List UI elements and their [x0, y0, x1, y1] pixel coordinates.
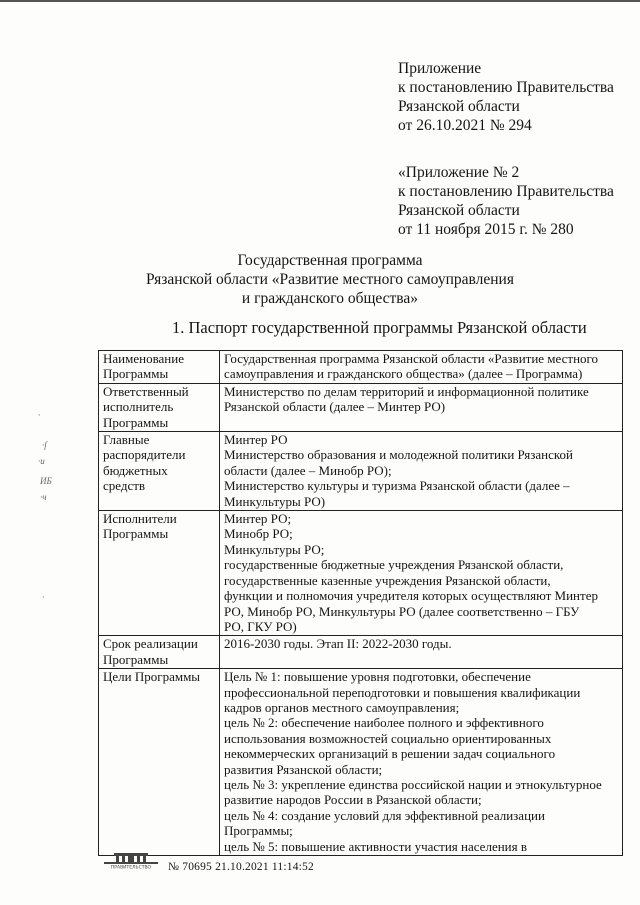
value-line: использования возможностей социально ориентированных — [224, 730, 552, 746]
passport-row-label — [99, 383, 220, 431]
value-line: цель № 5: повышение активности участия населения в — [224, 838, 527, 854]
label-line: бюджетных — [103, 462, 168, 478]
label-line: средств — [103, 478, 146, 494]
footer — [100, 843, 314, 873]
value-line: Цель № 1: повышение уровня подготовки, обеспечение — [224, 669, 531, 685]
value-line: самоуправления и гражданского общества» (далее – Программа) — [224, 366, 583, 382]
program-title-line: Рязанской области «Развитие местного самоуправления — [146, 271, 514, 288]
passport-row-value — [220, 383, 623, 431]
section-title: 1. Паспорт государственной программы Рязанской области — [172, 318, 587, 337]
passport-row-value — [220, 669, 623, 856]
value-line: РО, ГКУ РО) — [224, 618, 297, 634]
value-line: Министерство культуры и туризма Рязанской области (далее – — [224, 478, 570, 494]
value-line: Программы; — [224, 823, 293, 839]
appendix-header-1 — [398, 59, 614, 135]
value-line: РО, Минобр РО, Минкультуры РО (далее соответственно – ГБУ — [224, 603, 580, 619]
value-line: функции и полномочия учредителя которых осуществляют Минтер — [224, 588, 598, 604]
label-line: распорядители — [103, 447, 186, 463]
government-seal-icon — [100, 851, 162, 869]
appendix-line: к постановлению Правительства — [398, 79, 614, 96]
passport-row-value — [220, 636, 623, 669]
program-title-line: и гражданского общества» — [241, 290, 419, 307]
value-line: развития Рязанской области; — [224, 761, 383, 777]
document-registration-stamp: № 70695 21.10.2021 11:14:52 — [168, 861, 314, 873]
label-line: Программы — [103, 526, 169, 542]
passport-row-label — [99, 351, 220, 384]
value-line: Министерство образования и молодежной политики Рязанской — [224, 447, 573, 463]
value-line: цель № 2: обеспечение наиболее полного и эффективного — [224, 715, 544, 731]
passport-row — [99, 432, 623, 511]
value-line: области (далее – Минобр РО); — [224, 462, 392, 478]
value-line: Минкультуры РО) — [224, 493, 326, 509]
passport-row — [99, 351, 623, 384]
value-line: государственные казенные учреждения Рязанской области, — [224, 572, 551, 588]
passport-row-label — [99, 432, 220, 511]
appendix-line: Рязанской области — [398, 202, 520, 219]
value-line: профессиональной переподготовки и повышения квалификации — [224, 684, 581, 700]
margin-mark: ·ч — [40, 492, 47, 502]
appendix-header-2 — [398, 163, 614, 239]
appendix-line: Рязанской области — [398, 98, 520, 115]
margin-mark: ·ſ — [42, 440, 47, 450]
label-line: Наименование — [103, 351, 184, 366]
passport-row-value — [220, 511, 623, 636]
margin-mark: · — [38, 410, 41, 420]
scan-edge-line — [0, 0, 640, 2]
program-title-line: Государственная программа — [237, 252, 423, 269]
label-line: Цели Программы — [103, 669, 201, 685]
label-line: Программы — [103, 366, 169, 382]
value-line: развитие народов России в Рязанской области; — [224, 792, 482, 808]
value-line: цель № 3: укрепление единства российской нации и этнокультурное — [224, 776, 602, 792]
margin-mark: ·и — [38, 456, 45, 466]
value-line: Минтер РО — [224, 432, 288, 448]
appendix-line: от 11 ноября 2015 г. № 280 — [398, 221, 574, 238]
passport-row-label — [99, 669, 220, 856]
margin-mark: · — [42, 592, 45, 602]
label-line: Программы — [103, 414, 169, 430]
seal-caption: ПРАВИТЕЛЬСТВО — [110, 865, 152, 869]
appendix-line: Приложение — [398, 60, 482, 77]
value-line: Рязанской области (далее – Минтер РО) — [224, 399, 446, 415]
passport-row-value — [220, 351, 623, 384]
program-title — [60, 251, 600, 308]
passport-row — [99, 669, 623, 856]
value-line: 2016-2030 годы. Этап II: 2022-2030 годы. — [224, 636, 452, 652]
value-line: государственные бюджетные учреждения Рязанской области, — [224, 557, 564, 573]
passport-row-label — [99, 636, 220, 669]
passport-row-value — [220, 432, 623, 511]
value-line: Минкультуры РО; — [224, 541, 325, 557]
passport-row — [99, 383, 623, 431]
label-line: Исполнители — [103, 511, 177, 527]
value-line: Министерство по делам территорий и информационной политике — [224, 383, 589, 399]
value-line: Минобр РО; — [224, 526, 293, 542]
value-line: кадров органов местного самоуправления; — [224, 699, 460, 715]
appendix-line: от 26.10.2021 № 294 — [398, 117, 532, 134]
value-line: Государственная программа Рязанской области «Развитие местного — [224, 351, 599, 366]
appendix-line: «Приложение № 2 — [398, 164, 520, 181]
label-line: Программы — [103, 651, 169, 667]
passport-row — [99, 511, 623, 636]
value-line: цель № 4: создание условий для эффективной реализации — [224, 807, 545, 823]
label-line: исполнитель — [103, 399, 174, 415]
label-line: Ответственный — [103, 383, 189, 399]
passport-table — [98, 350, 623, 856]
label-line: Срок реализации — [103, 636, 198, 652]
appendix-line: к постановлению Правительства — [398, 183, 614, 200]
passport-row-label — [99, 511, 220, 636]
label-line: Главные — [103, 432, 150, 448]
value-line: Минтер РО; — [224, 511, 292, 527]
passport-row — [99, 636, 623, 669]
value-line: некоммерческих организаций в решении задач социального — [224, 746, 556, 762]
margin-mark: ИБ — [40, 476, 52, 486]
